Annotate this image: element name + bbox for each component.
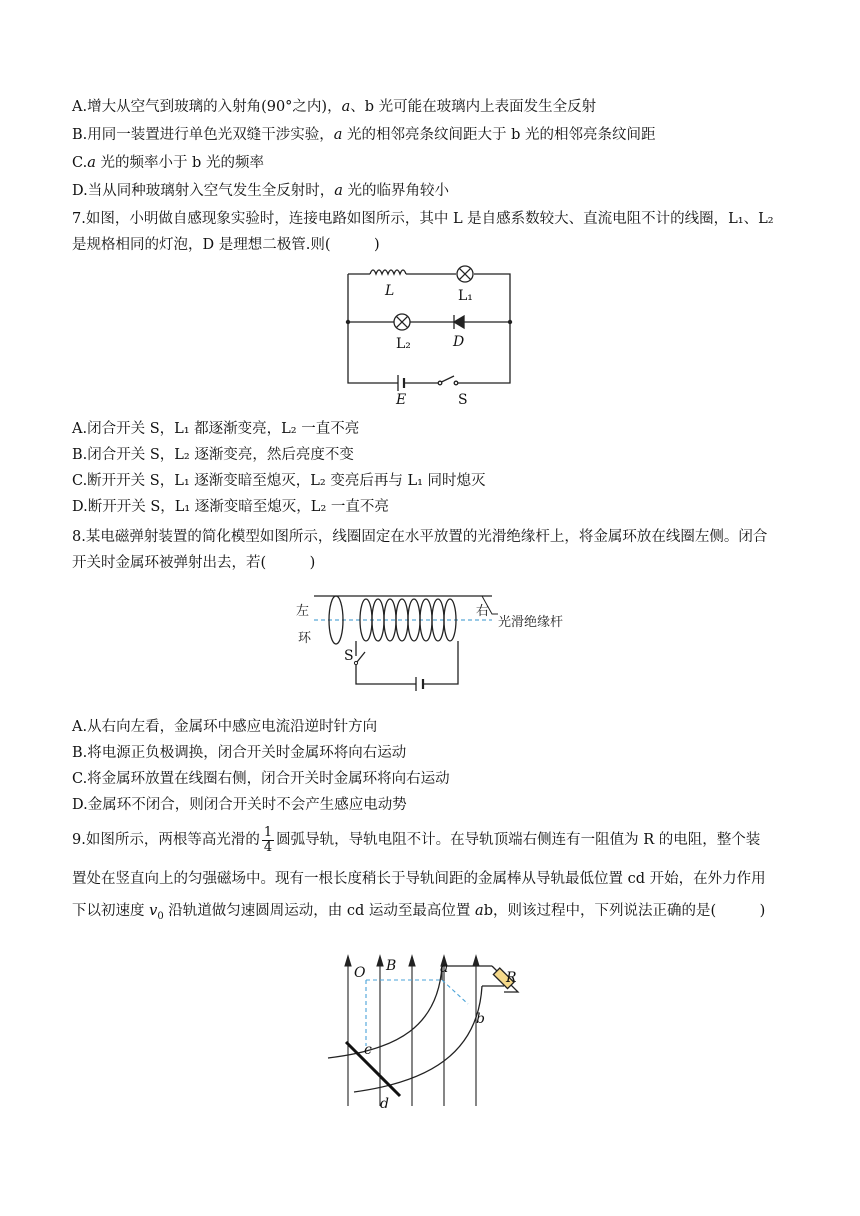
battery-icon xyxy=(398,375,404,391)
label-ring: 环 xyxy=(298,631,312,646)
q6-option-b: B.用同一装置进行单色光双缝干涉实验，a 光的相邻亮条纹间距大于 b 光的相邻亮条纹间距 xyxy=(72,127,656,143)
label-l: L xyxy=(385,283,395,299)
q7-option-c: C.断开开关 S，L₁ 逐渐变暗至熄灭，L₂ 变亮后再与 L₁ 同时熄灭 xyxy=(72,473,486,489)
q7-circuit-figure xyxy=(340,262,520,410)
q9-stem-line2: 置处在竖直向上的匀强磁场中。现有一根长度稍长于导轨间距的金属棒从导轨最低位置 cd 开始，在外力作用 xyxy=(72,871,766,887)
fraction-one-quarter: $\frac{1}{4}$ xyxy=(263,824,273,855)
q7-stem-line1: 7.如图，小明做自感现象实验时，连接电路如图所示，其中 L 是自感系数较大、直流电阻不计的线圈，L₁、L₂ xyxy=(72,211,774,227)
q8-option-a: A.从右向左看，金属环中感应电流沿逆时针方向 xyxy=(72,719,378,735)
diode-icon xyxy=(454,315,464,329)
label-e: E xyxy=(396,392,407,408)
label-switch-s: S xyxy=(344,648,354,664)
q9-stem-line1: 9.如图所示，两根等高光滑的 $\frac{1}{4}$ 圆弧导轨，导轨电阻不计。在导轨顶端右侧连有一阻值为 R 的电阻，整个装 xyxy=(72,824,761,855)
q8-stem-line1: 8.某电磁弹射装置的简化模型如图所示，线圈固定在水平放置的光滑绝缘杆上，将金属环放在线圈左侧。闭合 xyxy=(72,529,768,545)
label-o: O xyxy=(354,965,366,981)
q6-option-c: C.a 光的频率小于 b 光的频率 xyxy=(72,155,264,171)
lamp-l1-icon xyxy=(457,266,473,282)
switch-icon xyxy=(438,376,458,385)
label-b-field: B xyxy=(386,958,397,974)
q6-option-a: A.增大从空气到玻璃的入射角(90°之内)，a、b 光可能在玻璃内上表面发生全反射 xyxy=(72,99,597,115)
label-l1: L₁ xyxy=(458,288,473,304)
q8-option-b: B.将电源正负极调换，闭合开关时金属环将向右运动 xyxy=(72,745,407,761)
q9-stem-line3: 下以初速度 $v_0$ 沿轨道做匀速圆周运动，由 cd 运动至最高位置 ab，则该过程中，下列说法正确的是( ) xyxy=(72,903,766,922)
q8-ejector-figure xyxy=(292,584,592,696)
q8-stem-line2: 开关时金属环被弹射出去，若( ) xyxy=(72,555,316,571)
metal-rod xyxy=(346,1042,400,1096)
inductor-coil xyxy=(370,270,406,274)
label-left: 左 xyxy=(296,604,310,619)
label-r: R xyxy=(506,970,517,986)
label-a: a xyxy=(440,960,449,976)
label-b-point: b xyxy=(476,1011,485,1027)
q6-option-d: D.当从同种玻璃射入空气发生全反射时，a 光的临界角较小 xyxy=(72,183,449,199)
lamp-l2-icon xyxy=(394,314,410,330)
q9-arc-rail-figure xyxy=(318,946,538,1112)
q8-option-d: D.金属环不闭合，则闭合开关时不会产生感应电动势 xyxy=(72,797,407,813)
q7-option-d: D.断开开关 S，L₁ 逐渐变暗至熄灭，L₂ 一直不亮 xyxy=(72,499,389,515)
label-d: d xyxy=(380,1096,389,1112)
label-right: 右 xyxy=(476,604,490,619)
q8-option-c: C.将金属环放置在线圈右侧，闭合开关时金属环将向右运动 xyxy=(72,771,450,787)
q7-option-b: B.闭合开关 S，L₂ 逐渐变亮，然后亮度不变 xyxy=(72,447,354,463)
label-l2: L₂ xyxy=(396,336,411,352)
q7-stem-line2: 是规格相同的灯泡，D 是理想二极管.则( ) xyxy=(72,237,380,253)
label-d: D xyxy=(453,334,465,350)
q7-option-a: A.闭合开关 S，L₁ 都逐渐变亮，L₂ 一直不亮 xyxy=(72,421,360,437)
label-c: c xyxy=(364,1042,372,1058)
label-rod: 光滑绝缘杆 xyxy=(498,615,564,630)
label-s: S xyxy=(458,392,468,408)
